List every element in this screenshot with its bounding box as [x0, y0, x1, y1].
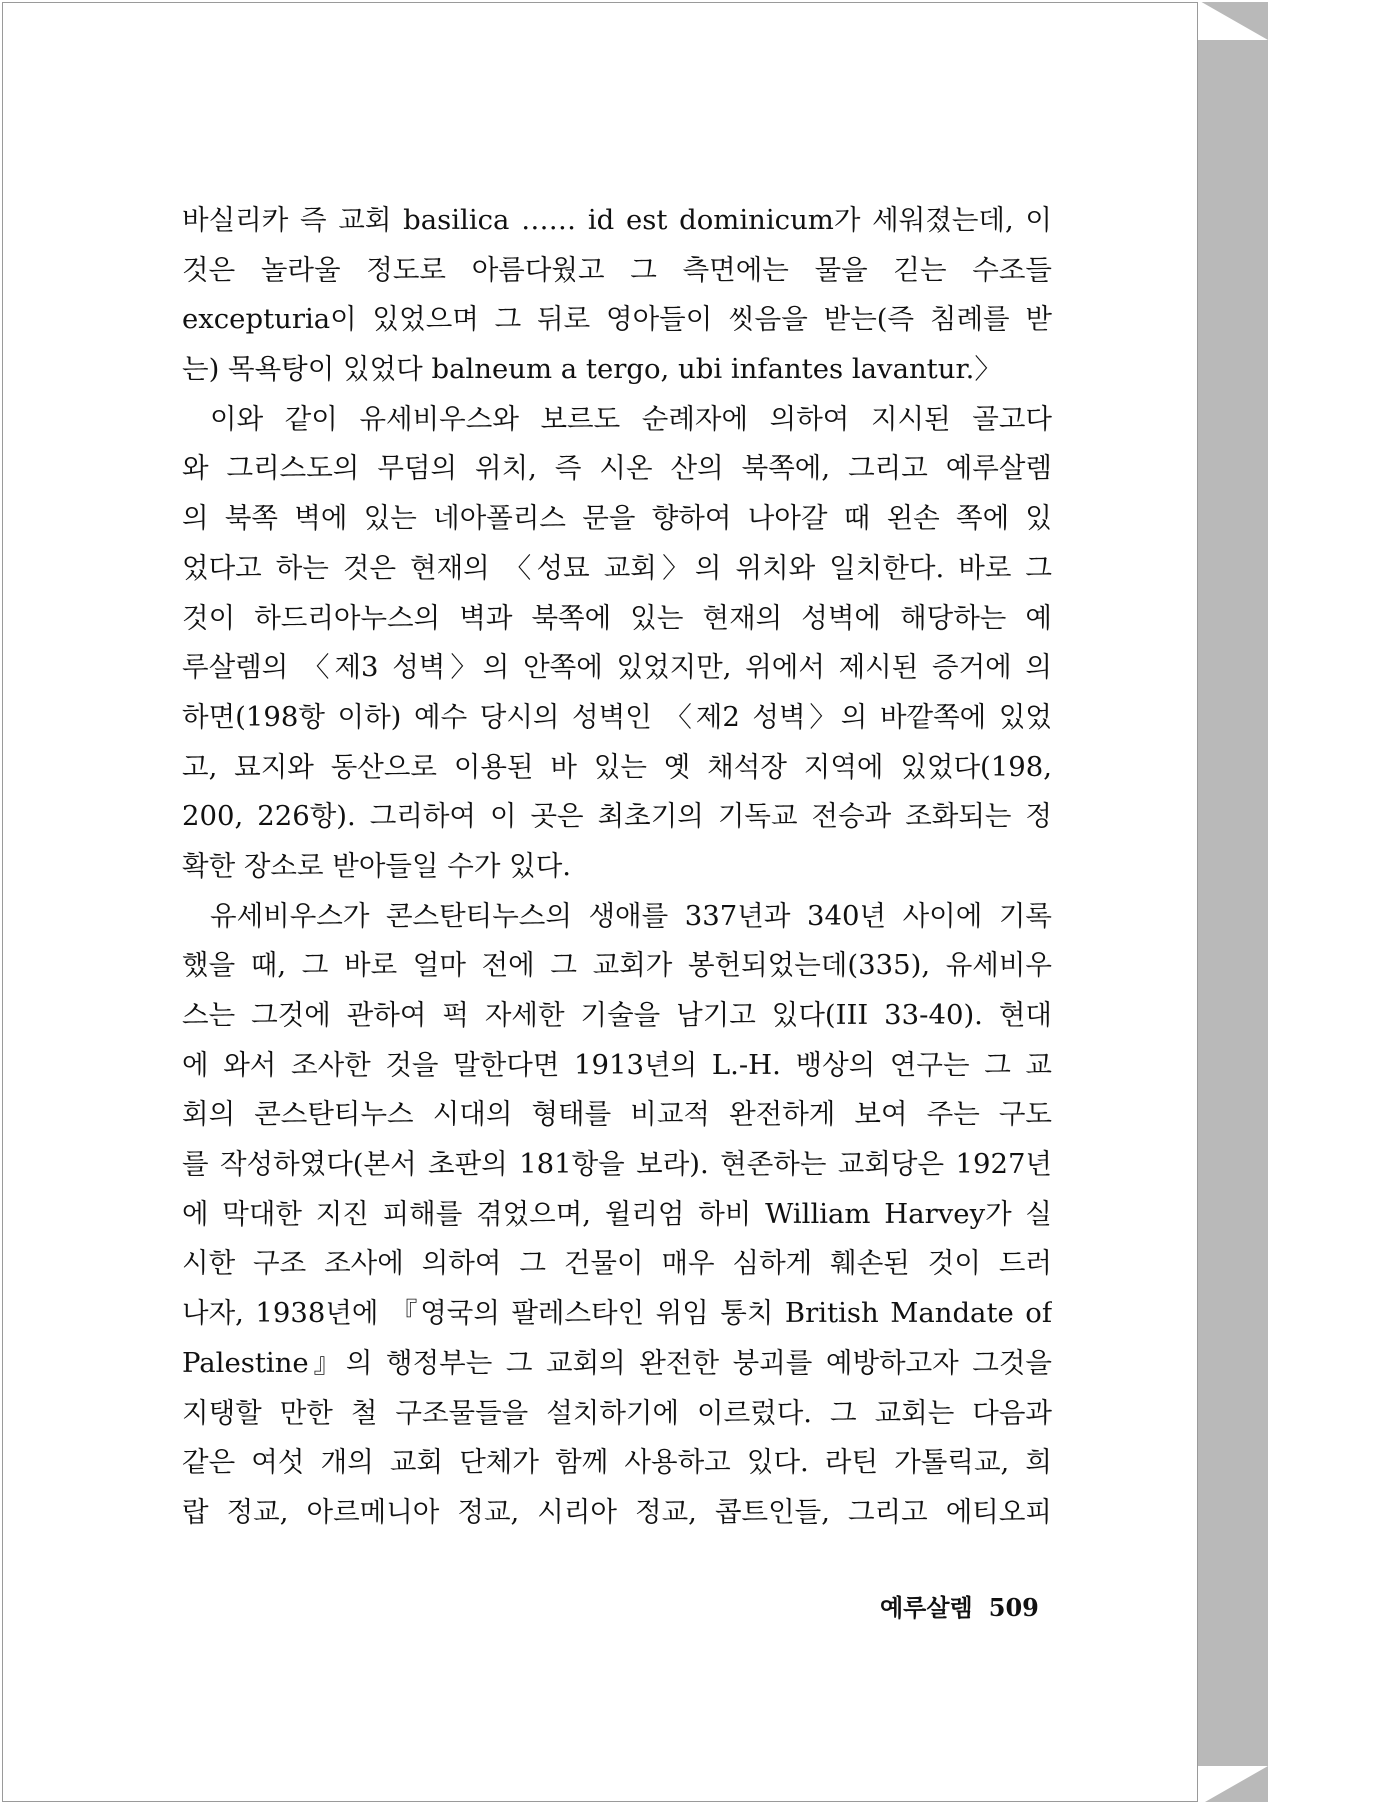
text-line: 회의 콘스탄티누스 시대의 형태를 비교적 완전하게 보여 주는 구도 [182, 1098, 1052, 1131]
text-line: 에 와서 조사한 것을 말한다면 1913년의 L.-H. 뱅상의 연구는 그 교 [182, 1048, 1052, 1081]
text-line: 랍 정교, 아르메니아 정교, 시리아 정교, 콥트인들, 그리고 에티오피 [182, 1495, 1052, 1528]
text-line: 의 북쪽 벽에 있는 네아폴리스 문을 향하여 나아갈 때 왼손 쪽에 있 [182, 502, 1052, 535]
text-line: 지탱할 만한 철 구조물들을 설치하기에 이르렀다. 그 교회는 다음과 [182, 1396, 1052, 1429]
running-title: 예루살렘 [880, 1593, 973, 1622]
text-line: 와 그리스도의 무덤의 위치, 즉 시온 산의 북쪽에, 그리고 예루살렘 [182, 452, 1052, 485]
text-line: 고, 묘지와 동산으로 이용된 바 있는 옛 채석장 지역에 있었다(198, [182, 750, 1052, 783]
text-line: 것은 놀라울 정도로 아름다웠고 그 측면에는 물을 긷는 수조들 [182, 253, 1052, 286]
page-number: 509 [988, 1593, 1039, 1622]
text-line: 200, 226항). 그리하여 이 곳은 최초기의 기독교 전승과 조화되는 정 [182, 800, 1052, 833]
text-line: 는) 목욕탕이 있었다 balneum a tergo, ubi infantes lavantur.〉 [182, 353, 1002, 386]
text-line: 유세비우스가 콘스탄티누스의 생애를 337년과 340년 사이에 기록 [210, 899, 1052, 932]
text-line: 했을 때, 그 바로 얼마 전에 그 교회가 봉헌되었는데(335), 유세비우 [182, 949, 1052, 982]
text-line: 확한 장소로 받아들일 수가 있다. [182, 849, 572, 882]
text-line: 나자, 1938년에 『영국의 팔레스타인 위임 통치 British Mandate of [182, 1297, 1052, 1330]
text-line: 바실리카 즉 교회 basilica …… id est dominicum가 세워졌는데, 이 [182, 204, 1052, 236]
text-line: 하면(198항 이하) 예수 당시의 성벽인 〈제2 성벽〉의 바깥쪽에 있었 [182, 700, 1052, 733]
book-spine [1198, 2, 1268, 1802]
text-line: 에 막대한 지진 피해를 겪었으며, 윌리엄 하비 William Harvey가 실 [182, 1197, 1052, 1230]
text-line: 이와 같이 유세비우스와 보르도 순례자에 의하여 지시된 골고다 [210, 402, 1052, 435]
text-line: 시한 구조 조사에 의하여 그 건물이 매우 심하게 훼손된 것이 드러 [182, 1247, 1052, 1280]
text-line: Palestine』의 행정부는 그 교회의 완전한 붕괴를 예방하고자 그것을 [182, 1346, 1052, 1379]
text-line: 루살렘의 〈제3 성벽〉의 안쪽에 있었지만, 위에서 제시된 증거에 의 [182, 651, 1052, 684]
body-text [182, 196, 1052, 1538]
text-line: 것이 하드리아누스의 벽과 북쪽에 있는 현재의 성벽에 해당하는 예 [182, 601, 1052, 634]
page-footer [880, 1588, 1039, 1623]
text-line: 었다고 하는 것은 현재의 〈성묘 교회〉의 위치와 일치한다. 바로 그 [182, 551, 1052, 584]
text-line: 스는 그것에 관하여 퍽 자세한 기술을 남기고 있다(III 33-40). 현대 [182, 999, 1052, 1031]
text-line: 같은 여섯 개의 교회 단체가 함께 사용하고 있다. 라틴 가톨릭교, 희 [182, 1446, 1052, 1479]
text-line: excepturia이 있었으며 그 뒤로 영아들이 씻음을 받는(즉 침례를 받 [182, 303, 1052, 336]
text-line: 를 작성하였다(본서 초판의 181항을 보라). 현존하는 교회당은 1927년 [182, 1148, 1052, 1181]
